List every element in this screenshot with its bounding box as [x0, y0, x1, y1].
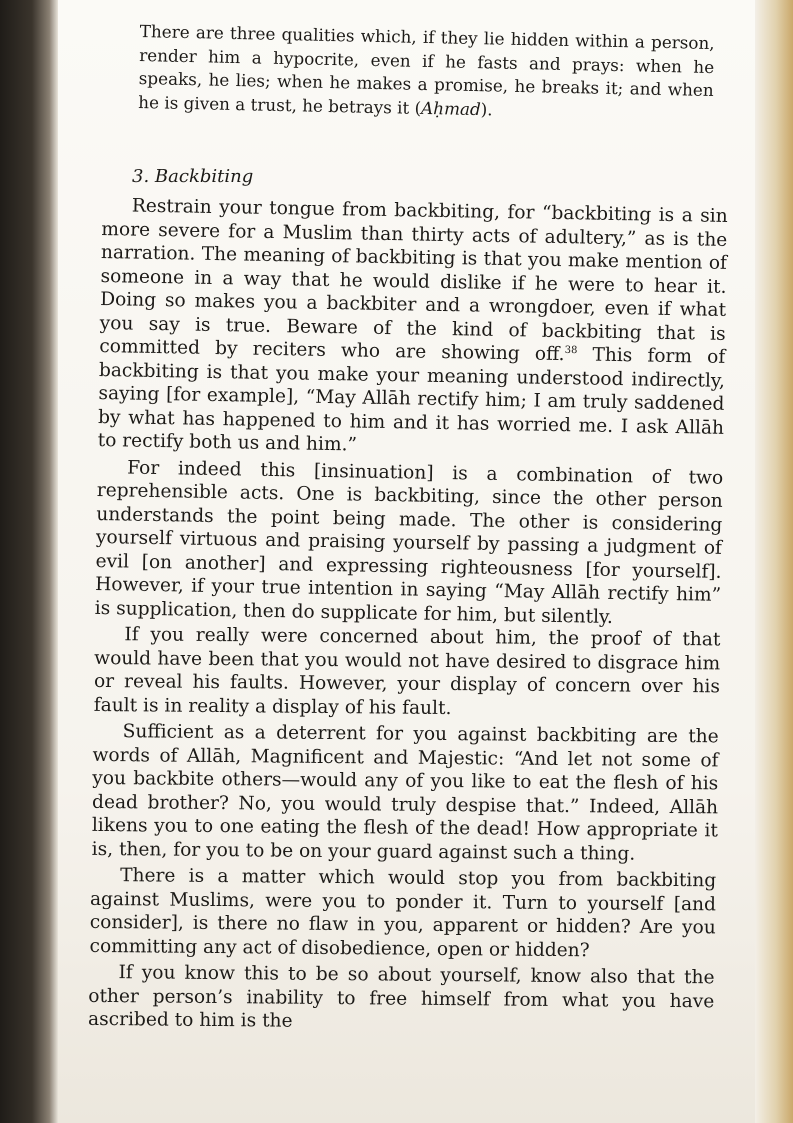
quote-paragraph: There are three qualities which, if they lie hidden within a person, render him a hypocrite, even if he fasts and prays: when he speaks, he lies; when he makes a promise, he breaks it; and when he is given a trust, he betrays it (Aḥmad).: [138, 20, 715, 119]
paragraph-6: If you know this to be so about yourself, know also that the other person’s inability to free himself from what you have ascribed to him is the: [88, 962, 715, 1032]
section-body: [87, 194, 728, 1045]
book-page: [58, 0, 755, 1123]
paragraph-4: Sufficient as a deterrent for you against backbiting are the words of Allāh, Magnificent and Majestic: “And let not some of you backbite others—would any of you like to eat the flesh of his dead brother? No, you would truly despise that.” Indeed, Allāh likens you to one eating the flesh of the dead! How appropriate it is, then, for you to be on your guard against such a thing.: [91, 721, 719, 865]
book-binding-shadow: [0, 0, 58, 1123]
paragraph-2: For indeed this [insinuation] is a combination of two reprehensible acts. One is backbiting, since the other person understands the point being made. The other is considering yourself virtuous and praising yourself by passing a judgment of evil [on another] and expressing righteousness [for yourself]. However, if your true intention in saying “May Allāh rectify him” is supplication, then do supplicate for him, but silently.: [94, 456, 724, 628]
paragraph-1: Restrain your tongue from backbiting, for “backbiting is a sin more severe for a Muslim than thirty acts of adultery,” as is the narration. The meaning of backbiting is that you make mention of someone in a way that he would dislike if he were to hear it. Doing so makes you a backbiter and a wrongdoer, even if what you say is true. Beware of the kind of backbiting that is committed by reciters who are showing off.$^{38}$ This form of backbiting is that you make your meaning understood indirectly, saying [for example], “May Allāh rectify him; I am truly saddened by what has happened to him and it has worried me. I ask Allāh to rectify both us and him.”: [97, 195, 728, 456]
section-heading: [132, 166, 253, 187]
section-number: 3.: [132, 166, 150, 187]
paragraph-3: If you really were concerned about him, the proof of that would have been that you would not have desired to disgrace him or reveal his faults. However, your display of concern over his fault is in reality a display of his fault.: [93, 624, 721, 719]
paragraph-5: There is a matter which would stop you from backbiting against Muslims, were you to ponder it. Turn to yourself [and consider], is there no flaw in you, apparent or hidden? Are you committing any act of disobedience, open or hidden?: [89, 865, 717, 961]
quote-source: Aḥmad: [420, 97, 481, 119]
hadith-quote: [138, 20, 715, 126]
section-title: Backbiting: [154, 166, 254, 187]
page-edge-right: [755, 0, 793, 1123]
footnote-marker: 38: [564, 344, 578, 357]
